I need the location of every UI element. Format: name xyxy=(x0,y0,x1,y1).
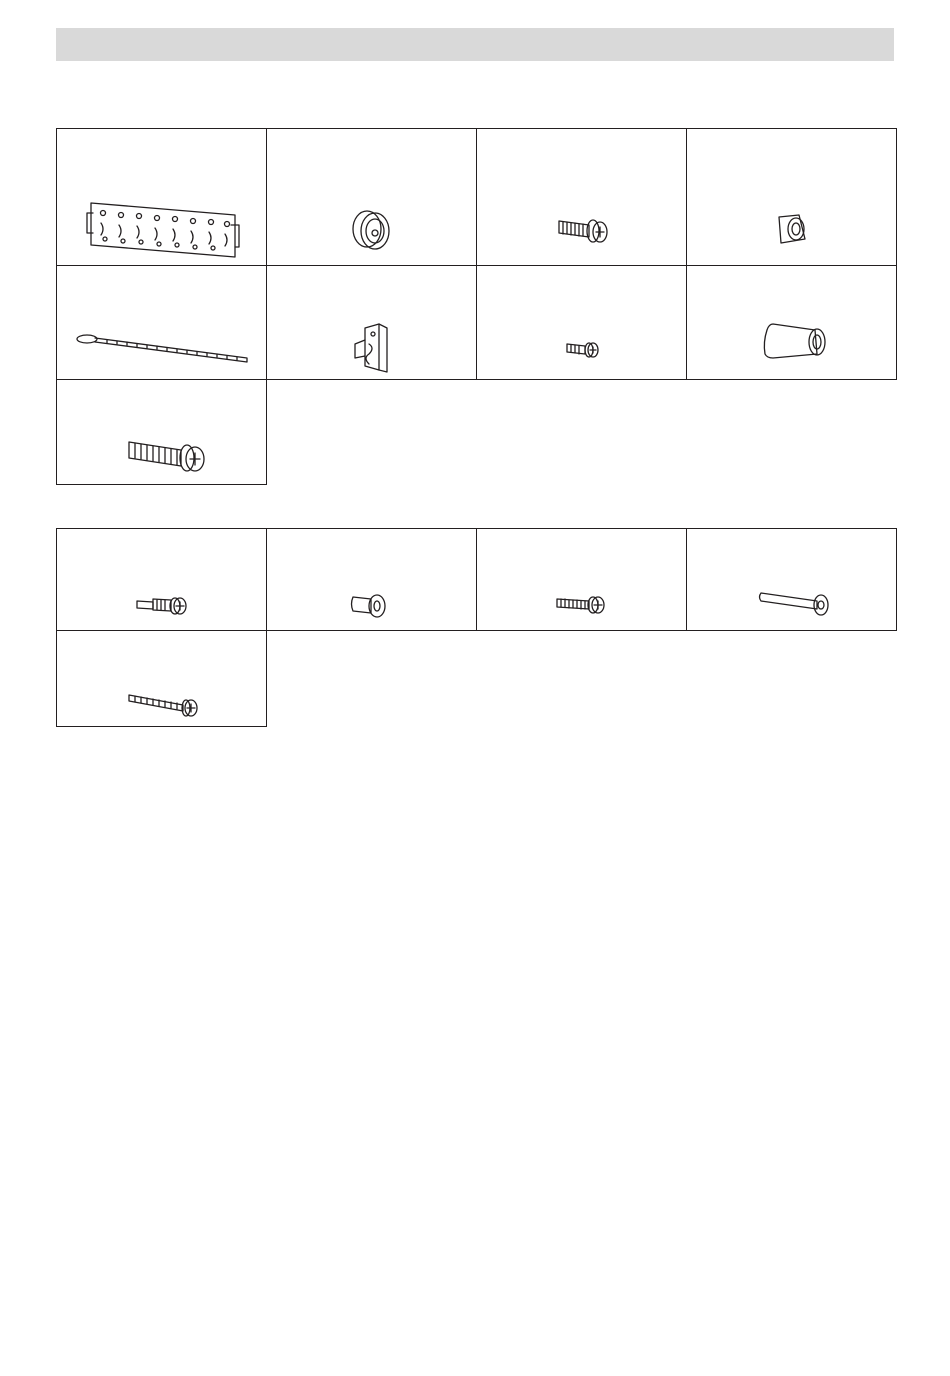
accessories-table-2 xyxy=(56,528,897,727)
part-cell xyxy=(57,631,267,727)
part-cell xyxy=(687,529,897,631)
long-thin-screw-icon xyxy=(57,631,266,727)
thin-screw-icon xyxy=(477,529,686,631)
metal-clip-icon xyxy=(267,266,476,380)
part-cell xyxy=(687,129,897,266)
flanged-screw-icon xyxy=(477,129,686,266)
long-screw-icon xyxy=(57,380,266,485)
wall-bracket-icon xyxy=(57,129,266,266)
section-header-bar xyxy=(56,28,894,61)
part-cell xyxy=(57,266,267,380)
part-cell xyxy=(57,380,267,485)
tapered-cap-icon xyxy=(687,266,896,380)
cable-tie-icon xyxy=(57,266,266,380)
stepped-screw-icon xyxy=(57,529,266,631)
part-cell xyxy=(267,129,477,266)
flanged-spacer-icon xyxy=(267,529,476,631)
part-cell xyxy=(57,129,267,266)
part-cell xyxy=(477,266,687,380)
small-screw-icon xyxy=(477,266,686,380)
part-cell xyxy=(267,529,477,631)
part-cell xyxy=(687,266,897,380)
part-cell xyxy=(477,529,687,631)
long-spacer-icon xyxy=(687,529,896,631)
grommet-icon xyxy=(267,129,476,266)
part-cell xyxy=(477,129,687,266)
part-cell xyxy=(267,266,477,380)
accessories-table-1 xyxy=(56,128,897,485)
rubber-bushing-icon xyxy=(687,129,896,266)
part-cell xyxy=(57,529,267,631)
